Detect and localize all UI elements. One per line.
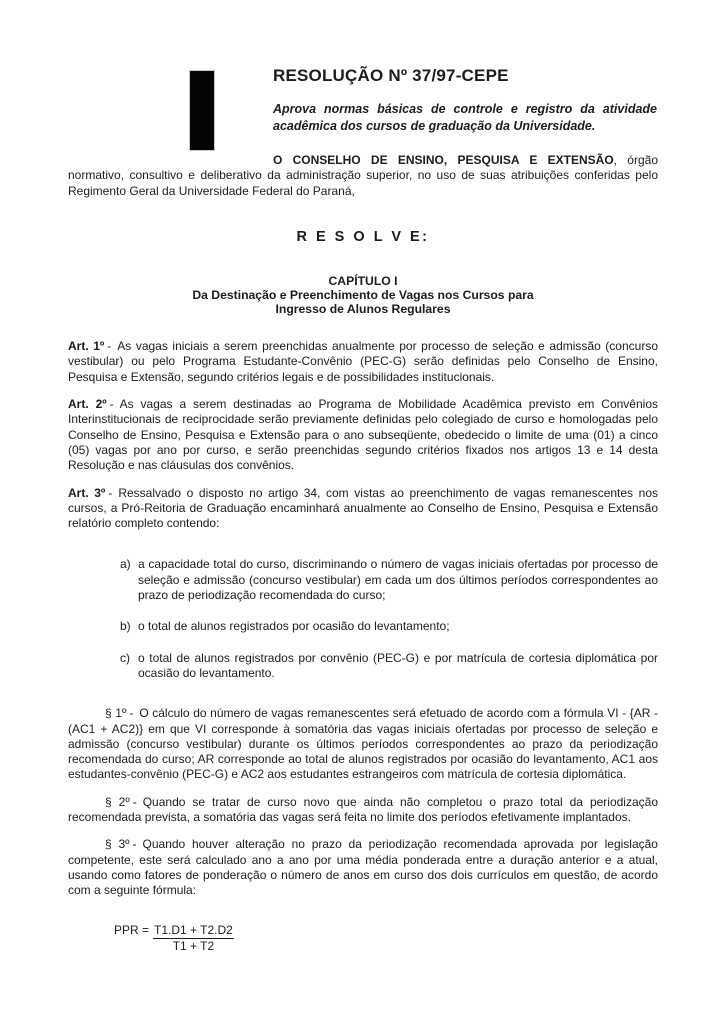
article-3-separator: - [108,485,113,500]
logo-black-bar-icon [190,71,214,150]
chapter-heading [68,274,658,316]
list-item-b [68,619,658,634]
chapter-title: CAPÍTULO I [328,274,398,289]
article-2 [68,397,658,473]
paragraph-2-label: § 2º [105,794,130,809]
chapter-subtitle-line1: Da Destinação e Preenchimento de Vagas nos Cursos para [192,288,534,303]
article-3-text: Ressalvado o disposto no artigo 34, com vistas ao preenchimento de vagas remanescentes nos cursos, a Pró-Reitoria de Graduação encaminhará anualmente ao Conselho de Ensino, Pesquisa e Extensão relatório completo contendo: [68,485,659,531]
article-1 [68,339,658,385]
list-item-b-text: o total de alunos registrados por ocasião do levantamento; [138,619,450,634]
article-1-text: As vagas iniciais a serem preenchidas anualmente por processo de seleção e admissão (concurso vestibular) ou pelo Programa Estudante-Convênio (PEC-G) serão definidas pelo Conselho de Ensino, Pesquisa e Extensão, segundo critérios legais e de possibilidades institucionais. [68,339,658,384]
resolve-heading: R E S O L V E: [296,228,430,245]
document-title: RESOLUÇÃO Nº 37/97-CEPE [273,66,509,85]
paragraph-1 [68,706,658,782]
paragraph-2-separator: - [132,794,137,809]
paragraph-1-separator: - [129,706,134,721]
formula-numerator: T1.D1 + T2.D2 [153,923,234,940]
article-1-label: Art. 1º [68,339,105,354]
paragraph-2-text: Quando se tratar de curso novo que ainda não completou o prazo total da periodização recomendada prevista, a somatória das vagas será feita no limite dos períodos efetivamente implantados. [68,794,658,825]
document-body [68,153,658,955]
list-item-a-marker: a) [120,557,131,572]
list-item-c-marker: c) [120,650,130,665]
formula-lhs: PPR = [114,922,150,937]
formula [68,923,658,955]
paragraph-3-label: § 3º [105,837,130,852]
preamble-text: , órgão normativo, consultivo e deliberativo da administração superior, no uso de suas atribuições conferidas pelo Regimento Geral da Universidade Federal do Paraná, [68,153,658,198]
list-item-c-text: o total de alunos registrados por convênio (PEC-G) e por matrícula de cortesia diplomática por ocasião do levantamento. [138,650,658,680]
article-3-label: Art. 3º [68,485,106,500]
paragraph-2 [68,795,658,826]
paragraph-3-text: Quando houver alteração no prazo da periodização recomendada aprovada por legislação competente, este será calculado ano a ano por uma média ponderada entre a duração anterior e a atual, usando como fatores de ponderação o número de anos em curso dos dois currículos em questão, de acordo com a seguinte fórmula: [68,837,658,898]
document-header [273,66,657,134]
list-item-c [68,651,658,682]
chapter-subtitle-line2: Ingresso de Alunos Regulares [275,302,451,317]
list-item-a-text: a capacidade total do curso, discriminando o número de vagas iniciais ofertadas por processo de seleção e admissão (concurso vestibular) em cada um dos últimos períodos correspondentes ao prazo de periodização recomendada do curso; [138,557,658,603]
article-1-separator: - [107,339,112,354]
paragraph-1-label: § 1º [105,706,127,721]
list-item-a [68,557,658,603]
preamble-bold-text: O CONSELHO DE ENSINO, PESQUISA E EXTENSÃO [273,153,614,167]
formula-fraction [153,923,234,955]
paragraph-3 [68,837,658,898]
paragraph-1-text: O cálculo do número de vagas remanescentes será efetuado de acordo com a fórmula VI - {AR - (AC1 + AC2)} em que VI corresponde à somatória das vagas iniciais ofertadas por processo de seleção e admissão (concurso vestibular) durante os últimos períodos correspondentes ao prazo da periodização recomendada do curso; AR corresponde ao total de alunos registrados por ocasião do levantamento, AC1 aos estudantes-convênio (PEC-G) e AC2 aos estudantes estrangeiros com matrícula de cortesia diplomática. [68,706,658,782]
formula-denominator: T1 + T2 [172,939,215,954]
paragraph-3-separator: - [132,837,137,852]
preamble-paragraph [68,153,658,199]
article-2-label: Art. 2º [68,397,107,412]
article-2-text: As vagas a serem destinadas ao Programa de Mobilidade Acadêmica previsto em Convênios Interinstitucionais de reciprocidade serão previamente definidas pelo colegiado de curso e homologadas pelo Conselho de Ensino, Pesquisa e Extensão para o ano subseqüente, obedecido o limite de uma (01) a cinco (05) vagas por ano por curso, e serão preenchidas segundo critérios fixados nos artigos 13 e 14 desta Resolução e nas cláusulas dos convênios. [68,397,658,473]
list-item-b-marker: b) [120,619,131,634]
document-summary: Aprova normas básicas de controle e registro da atividade acadêmica dos cursos de graduação da Universidade. [273,102,657,133]
article-2-separator: - [109,397,114,412]
article-3 [68,486,658,532]
